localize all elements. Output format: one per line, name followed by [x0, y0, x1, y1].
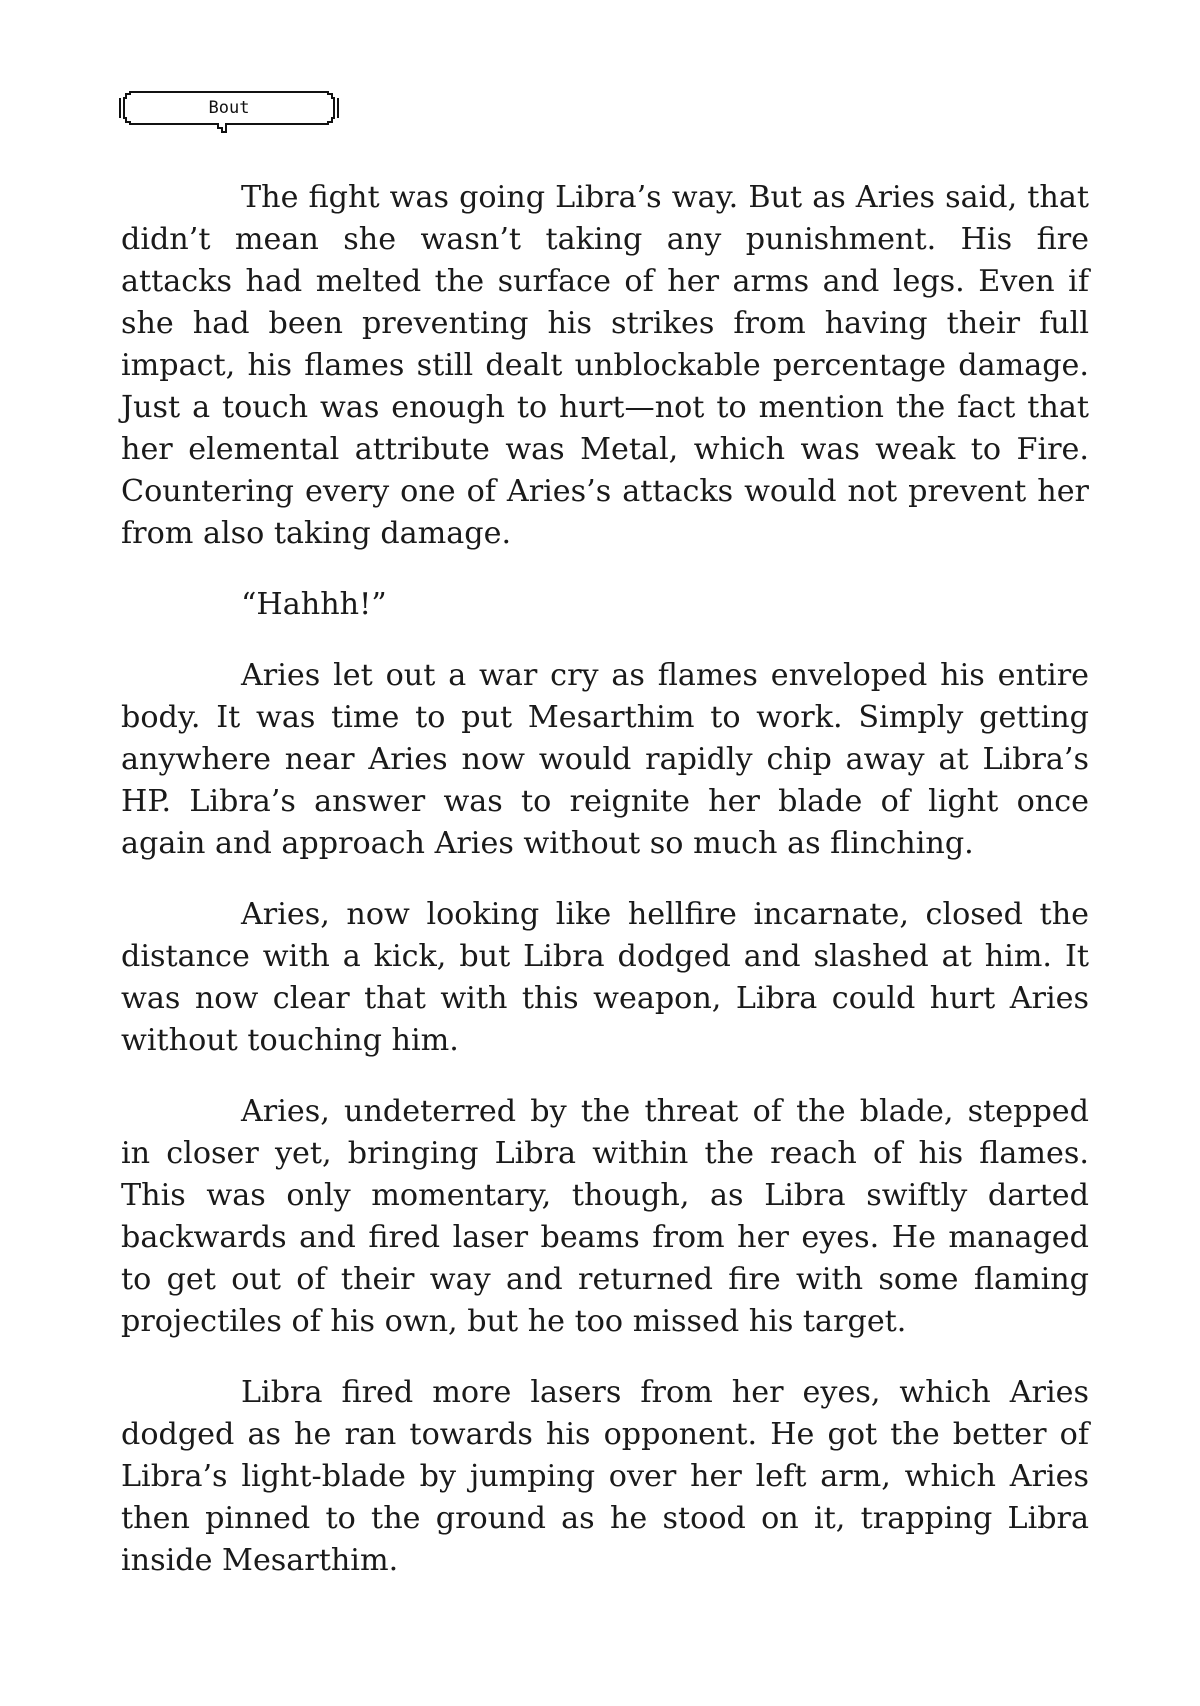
paragraph: The fight was going Libra’s way. But as Aries said, that didn’t mean she wasn’t taking any punishment. His fire attacks had melted the surface of her arms and legs. Even if she had been preventing his strikes from having their full impact, his flames still dealt unblockable percentage damage. Just a touch was enough to hurt—not to mention the fact that her elemental attribute was Metal, which was weak to Fire. Countering every one of Aries’s attacks would not prevent her from also taking damage. [121, 180, 1089, 551]
paragraph: Libra fired more lasers from her eyes, which Aries dodged as he ran towards his opponent. He got the better of Libra’s light-blade by jumping over her left arm, which Aries then pinned to the ground as he stood on it, trapping Libra inside Mesarthim. [121, 1375, 1089, 1578]
paragraph: Aries let out a war cry as flames enveloped his entire body. It was time to put Mesarthim to work. Simply getting anywhere near Aries now would rapidly chip away at Libra’s HP. Libra’s answer was to reignite her blade of light once again and approach Aries without so much as flinching. [121, 658, 1089, 861]
paragraph: Aries, undeterred by the threat of the blade, stepped in closer yet, bringing Libra within the reach of his flames. This was only momentary, though, as Libra swiftly darted backwards and fired laser beams from her eyes. He managed to get out of their way and returned fire with some flaming projectiles of his own, but he too missed his target. [121, 1094, 1089, 1339]
paragraph: Aries, now looking like hellfire incarnate, closed the distance with a kick, but Libra dodged and slashed at him. It was now clear that with this weapon, Libra could hurt Aries without touching him. [121, 897, 1089, 1058]
section-header-bubble [118, 88, 340, 144]
body-text [121, 177, 1089, 1611]
section-label: Bout [208, 98, 250, 118]
dialogue-line: “Hahhh!” [241, 587, 387, 622]
